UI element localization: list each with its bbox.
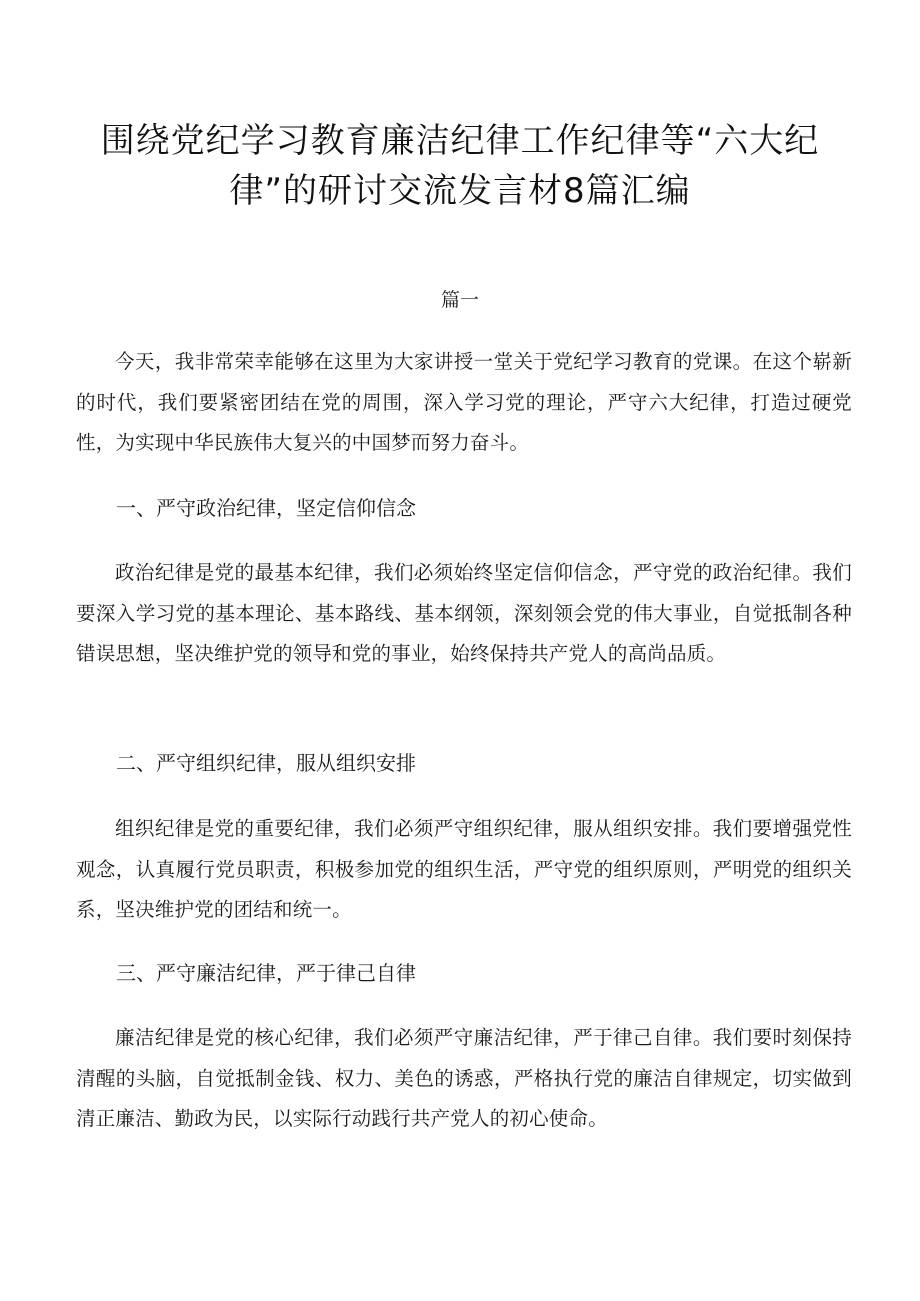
section-body-1: 政治纪律是党的最基本纪律，我们必须始终坚定信仰信念，严守党的政治纪律。我们要深入学习党的基本理论、基本路线、基本纲领，深刻领会党的伟大事业，自觉抵制各种错误思想，坚决维护党的领导和党的事业，始终保持共产党人的高尚品质。 bbox=[76, 561, 852, 665]
section-body-2: 组织纪律是党的重要纪律，我们必须严守组织纪律，服从组织安排。我们要增强党性观念，认真履行党员职责，积极参加党的组织生活，严守党的组织原则，严明党的组织关系，坚决维护党的团结和统一。 bbox=[76, 817, 852, 921]
section-body-3: 廉洁纪律是党的核心纪律，我们必须严守廉洁纪律，严于律己自律。我们要时刻保持清醒的头脑，自觉抵制金钱、权力、美色的诱惑，严格执行党的廉洁自律规定，切实做到清正廉洁、勤政为民，以实际行动践行共产党人的初心使命。 bbox=[76, 1026, 852, 1130]
intro-paragraph: 今天，我非常荣幸能够在这里为大家讲授一堂关于党纪学习教育的党课。在这个崭新的时代，我们要紧密团结在党的周围，深入学习党的理论，严守六大纪律，打造过硬党性，为实现中华民族伟大复兴的中国梦而努力奋斗。 bbox=[76, 350, 852, 454]
section-heading-1: 一、严守政治纪律，坚定信仰信念 bbox=[116, 496, 416, 520]
section-heading-2: 二、严守组织纪律，服从组织安排 bbox=[116, 751, 416, 775]
section-heading-3: 三、严守廉洁纪律，严于律己自律 bbox=[116, 961, 416, 985]
section-label: 篇一 bbox=[440, 289, 479, 311]
document-title: 围绕党纪学习教育廉洁纪律工作纪律等“六大纪律”的研讨交流发言材8篇汇编 bbox=[100, 121, 820, 211]
